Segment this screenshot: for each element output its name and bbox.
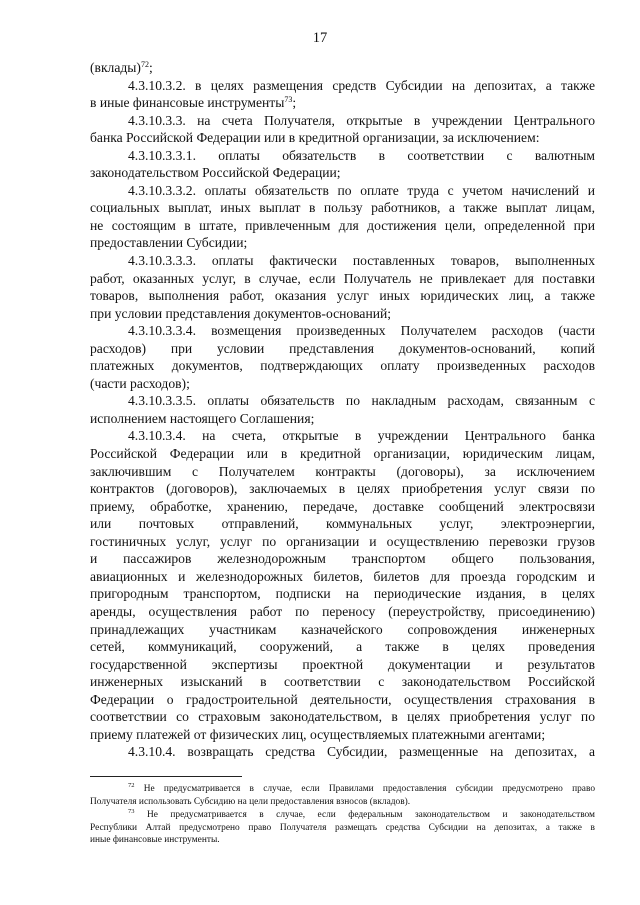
text-line: 4.3.10.3.3.4. возмещения произведенных Получателем расходов (части [128,323,595,339]
text-line: социальных выплат, иных выплат в пользу работников, а также выплат лицам, [90,200,595,216]
footnotes [90,783,595,848]
text-line: товаров, выполнения работ, оказания услуг иных юридических лиц, а также [90,288,595,304]
document-body [90,59,595,761]
text-line: пригородным транспортом, подписки на периодические издания, в целях [90,586,595,602]
text-line: Федерации о градостроительной деятельности, осуществления страхования в [90,691,595,707]
text-run: в иные финансовые инструменты [90,95,285,111]
paragraph [90,147,595,182]
text-line: сетей, коммуникаций, сооружений, а также в целях проведения [90,639,595,655]
text-line: расходов) при условии представления документов-оснований, копий [90,340,595,356]
text-line: гостиничных услуг, услуг по организации и осуществлению перевозки грузов [90,533,595,549]
text-line: аренды, осуществления работ по переносу (переустройству, присоединению) [90,603,595,619]
text-line: и пассажиров железнодорожным транспортом общего пользования, [90,551,595,567]
footnote-separator [90,776,242,777]
text-line: приему, обработке, хранению, передаче, доставке сообщений электросвязи [90,498,595,514]
text-line: работ, оказанных услуг, в случае, если Получатель не привлекает для поставки [90,270,595,286]
text-run: Не предусматривается в случае, если федеральным законодательством и законодательством [146,810,595,821]
paragraph [90,182,595,252]
text-line: в иные финансовые инструменты$^{73}$; [90,95,297,111]
text-line: Получателя использовать Субсидию на цели предоставления взносов (вкладов). [90,796,411,807]
text-run: (вклады) [90,60,141,75]
text-line: 4.3.10.3.3.2. оплаты обязательств по оплате труда с учетом начислений и [128,182,595,198]
footnote-mark: 72 [128,782,135,789]
paragraph [90,427,595,743]
text-line: исполнением настоящего Соглашения; [90,410,315,426]
text-line: 4.3.10.3.3. на счета Получателя, открытые в учреждении Центрального [128,112,595,128]
text-line: Российской Федерации или в кредитной организации, юридическим лицам, [90,446,595,462]
text-line: контрактов (договоров), заключаемых в целях приобретения услуг связи по [90,481,595,497]
text-line: банка Российской Федерации или в кредитной организации, за исключением: [90,130,540,146]
footnote-ref: 72 [140,60,149,69]
text-line: платежных документов, подтверждающих оплату произведенных расходов [90,358,595,374]
text-line [90,809,595,822]
text-line: Республики Алтай предусмотрено право Получателя размещать средства Субсидии на депозитах, а также в [90,822,595,833]
text-line: 4.3.10.3.4. на счета, открытые в учреждении Центрального банка [128,428,595,444]
text-line: государственной экспертизы проектной документации и результатов [90,656,595,672]
text-line [90,783,595,796]
text-line: приему платежей от физических лиц, осуществляемых платежными агентами; [90,726,546,742]
paragraph [90,322,595,392]
text-line: (вклады)$^{72}$; [90,60,153,75]
text-line: принадлежащих участникам казначейского сопровождения инженерных [90,621,595,637]
text-line: при условии представления документов-оснований; [90,305,392,321]
paragraph [90,77,595,112]
text-line: соответствии со страховым законодательством, в целях приобретения услуг по [90,709,595,725]
text-run: Не предусматривается в случае, если Правилами предоставления субсидии предусмотрено право [143,784,596,794]
paragraph [90,743,595,761]
footnote [90,783,595,808]
paragraph [90,112,595,147]
footnote-ref: 73 [284,95,293,105]
text-line: авиационных и железнодорожных билетов, билетов для проезда городским и [90,568,595,584]
text-line: (части расходов); [90,375,190,391]
page-number: 17 [312,30,328,46]
text-line: заключившим с Получателем контракты (договоры), за исключением [90,463,595,479]
text-line: 4.3.10.3.2. в целях размещения средств Субсидии на депозитах, а также [128,77,595,93]
footnote-mark: 73 [128,808,135,816]
paragraph [90,392,595,427]
text-line: 4.3.10.3.3.1. оплаты обязательств в соответствии с валютным [128,147,595,163]
footnote [90,809,595,847]
text-line: не состоящим в штате, привлеченным для достижения цели, определенной при [90,217,595,233]
text-line: законодательством Российской Федерации; [90,165,341,181]
paragraph [90,59,595,77]
text-line: или почтовых отправлений, коммунальных услуг, электроэнергии, [90,516,595,532]
text-line: предоставлении Субсидии; [90,235,248,251]
text-line: 4.3.10.3.3.5. оплаты обязательств по накладным расходам, связанным с [128,393,595,409]
paragraph [90,252,595,322]
text-line: иные финансовые инструменты. [90,835,220,846]
text-line: 4.3.10.3.3.3. оплаты фактически поставленных товаров, выполненных [128,253,595,269]
text-line: инженерных изысканий в соответствии с законодательством Российской [90,674,595,690]
text-line: 4.3.10.4. возвращать средства Субсидии, размещенные на депозитах, а [128,744,595,760]
